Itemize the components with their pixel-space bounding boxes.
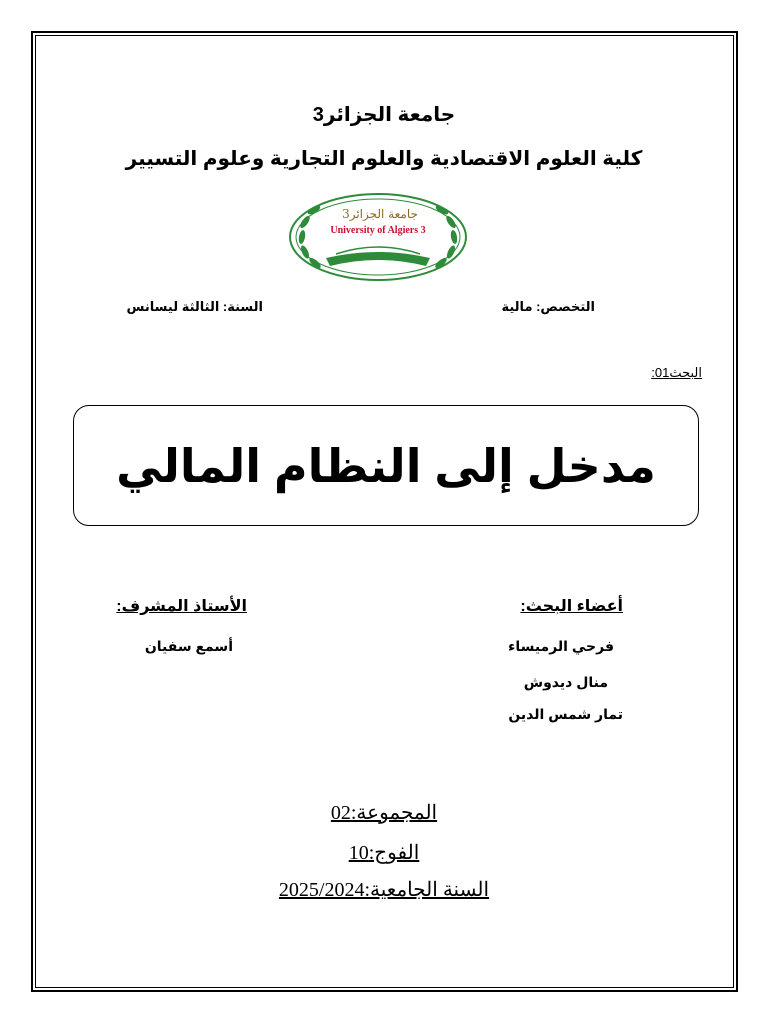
research-number: البحث01:: [651, 365, 702, 380]
logo-arabic-text: جامعة الجزائر3: [342, 207, 418, 221]
members-label: أعضاء البحث:: [520, 598, 623, 615]
research-title: مدخل إلى النظام المالي: [116, 439, 656, 492]
university-logo: [288, 192, 468, 282]
specialization: التخصص: مالية: [501, 299, 595, 314]
group-number: المجموعة:02: [330, 802, 438, 824]
faculty-name: كلية العلوم الاقتصادية والعلوم التجارية وعلوم التسيير: [125, 148, 643, 170]
cohort-number: الفوج:10: [348, 842, 420, 864]
logo-latin-text: University of Algiers 3: [330, 225, 426, 236]
title-box: [73, 405, 699, 526]
supervisor-label: الأستاذ المشرف:: [116, 598, 247, 615]
university-name: جامعة الجزائر3: [312, 104, 456, 126]
supervisor-name: أسمع سفيان: [144, 638, 233, 654]
member-name: منال ديدوش: [523, 674, 608, 690]
member-name: فرحي الرميساء: [508, 638, 614, 654]
year-level: السنة: الثالثة ليسانس: [126, 299, 263, 314]
member-name: تمار شمس الدين: [508, 706, 623, 722]
academic-year: السنة الجامعية:2025/2024: [278, 879, 490, 901]
